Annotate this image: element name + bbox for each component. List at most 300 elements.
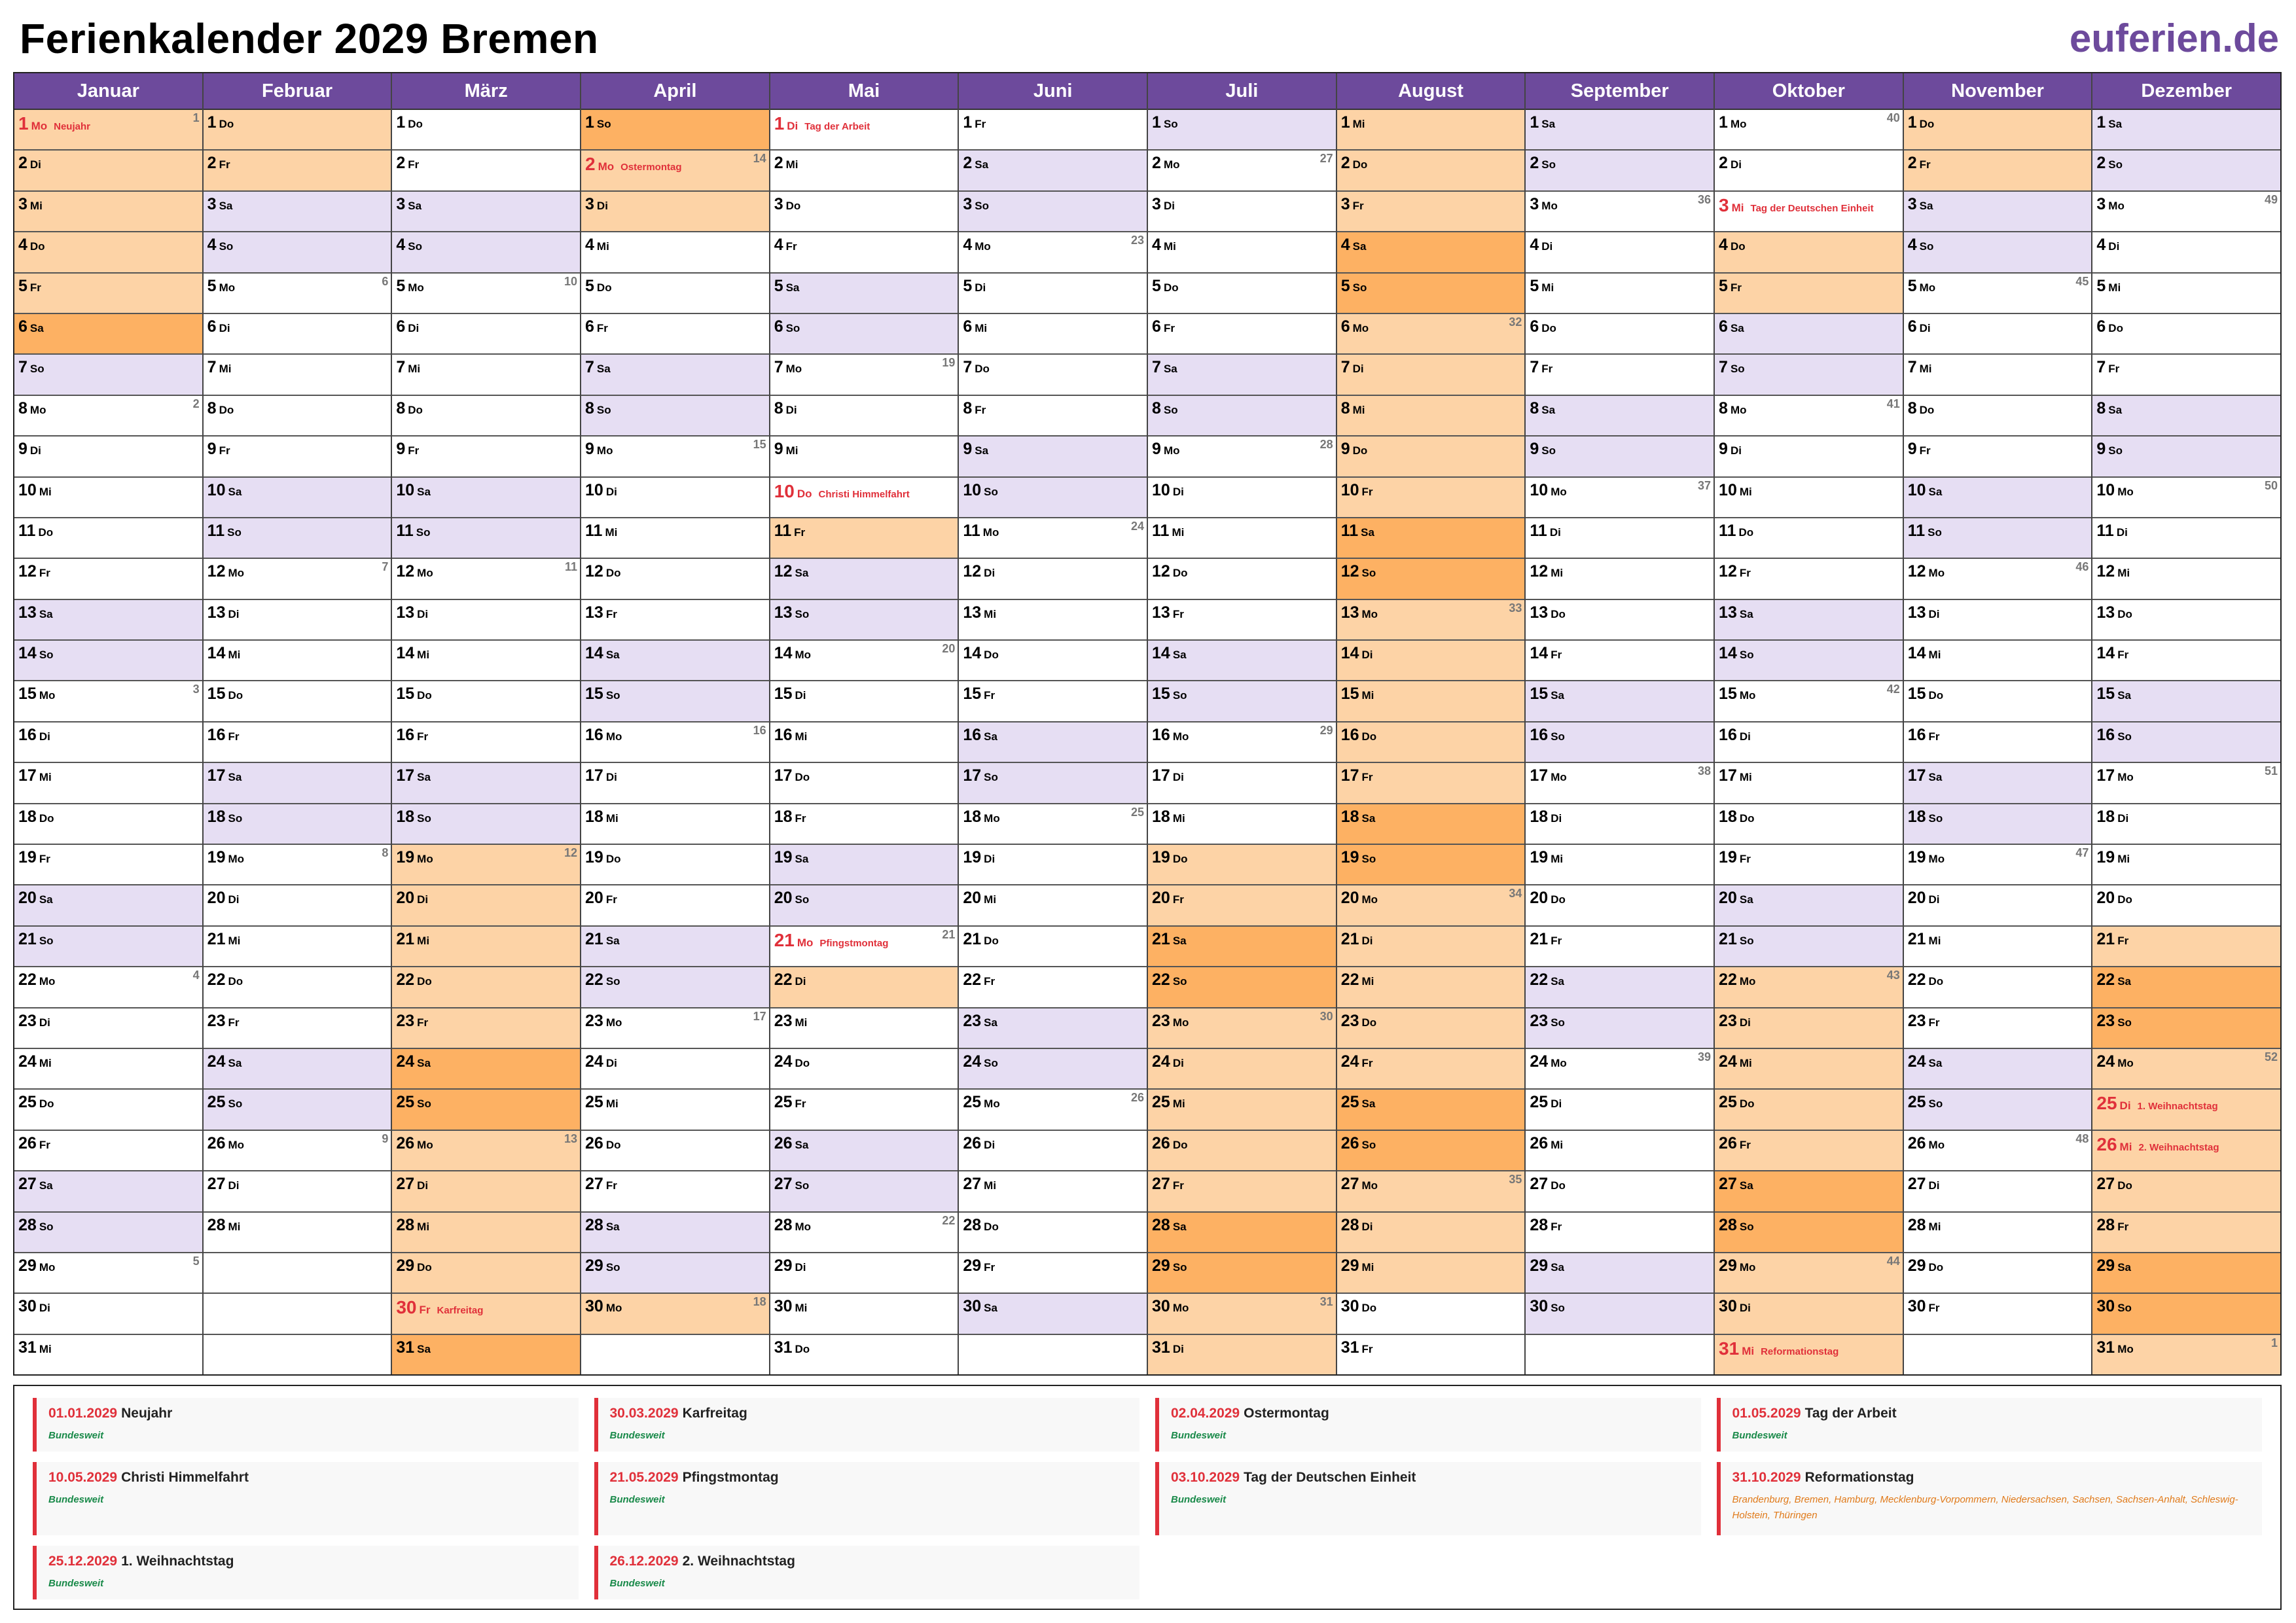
day-cell[interactable]: [959, 1049, 1147, 1090]
day-cell[interactable]: [1337, 1253, 1525, 1294]
day-cell[interactable]: [1526, 1049, 1713, 1090]
day-cell[interactable]: [1337, 1131, 1525, 1171]
day-cell[interactable]: [1715, 355, 1903, 395]
day-cell[interactable]: [1337, 1090, 1525, 1130]
day-cell[interactable]: [581, 1049, 769, 1090]
day-cell[interactable]: [1148, 1008, 1336, 1049]
day-cell[interactable]: [1715, 804, 1903, 845]
day-cell[interactable]: [1148, 1171, 1336, 1212]
day-cell[interactable]: [204, 437, 391, 477]
day-cell[interactable]: [1904, 314, 2092, 355]
day-cell[interactable]: [581, 722, 769, 763]
day-cell[interactable]: [1337, 559, 1525, 599]
day-cell[interactable]: [1904, 110, 2092, 151]
day-cell[interactable]: [1148, 1090, 1336, 1130]
day-cell[interactable]: [770, 1335, 958, 1374]
day-cell[interactable]: [1148, 478, 1336, 518]
day-cell[interactable]: [1715, 518, 1903, 559]
day-cell[interactable]: [392, 110, 580, 151]
day-cell[interactable]: [1715, 151, 1903, 191]
day-cell[interactable]: [1148, 641, 1336, 681]
day-cell[interactable]: [1904, 1008, 2092, 1049]
day-cell[interactable]: [1526, 559, 1713, 599]
day-cell[interactable]: [959, 1171, 1147, 1212]
day-cell[interactable]: [770, 478, 958, 518]
day-cell[interactable]: [1526, 885, 1713, 926]
day-cell[interactable]: [1715, 1335, 1903, 1374]
day-cell[interactable]: [1715, 232, 1903, 273]
day-cell[interactable]: [2092, 518, 2280, 559]
day-cell[interactable]: [14, 845, 202, 885]
day-cell[interactable]: [959, 600, 1147, 641]
day-cell[interactable]: [1148, 600, 1336, 641]
day-cell[interactable]: [959, 396, 1147, 437]
day-cell[interactable]: [1526, 1253, 1713, 1294]
day-cell[interactable]: [2092, 478, 2280, 518]
day-cell[interactable]: [2092, 437, 2280, 477]
day-cell[interactable]: [204, 151, 391, 191]
day-cell[interactable]: [1715, 559, 1903, 599]
day-cell[interactable]: [392, 641, 580, 681]
day-cell[interactable]: [1148, 804, 1336, 845]
day-cell[interactable]: [770, 600, 958, 641]
day-cell[interactable]: [1715, 967, 1903, 1008]
day-cell[interactable]: [1337, 1171, 1525, 1212]
day-cell[interactable]: [1526, 314, 1713, 355]
day-cell[interactable]: [1337, 232, 1525, 273]
day-cell[interactable]: [1715, 1090, 1903, 1130]
day-cell[interactable]: [1148, 885, 1336, 926]
day-cell[interactable]: [959, 804, 1147, 845]
day-cell[interactable]: [204, 518, 391, 559]
day-cell[interactable]: [1526, 1213, 1713, 1253]
day-cell[interactable]: [392, 437, 580, 477]
day-cell[interactable]: [1715, 600, 1903, 641]
day-cell[interactable]: [1337, 1213, 1525, 1253]
day-cell[interactable]: [959, 927, 1147, 967]
day-cell[interactable]: [1337, 804, 1525, 845]
day-cell[interactable]: [204, 110, 391, 151]
day-cell[interactable]: [581, 1171, 769, 1212]
day-cell[interactable]: [770, 804, 958, 845]
day-cell[interactable]: [14, 274, 202, 314]
day-cell[interactable]: [1526, 967, 1713, 1008]
day-cell[interactable]: [392, 1171, 580, 1212]
day-cell[interactable]: [581, 763, 769, 804]
day-cell[interactable]: [1337, 681, 1525, 722]
day-cell[interactable]: [1337, 1335, 1525, 1374]
day-cell[interactable]: [1148, 1213, 1336, 1253]
day-cell[interactable]: [204, 232, 391, 273]
day-cell[interactable]: [1715, 1131, 1903, 1171]
day-cell[interactable]: [204, 192, 391, 232]
day-cell[interactable]: [1148, 559, 1336, 599]
day-cell[interactable]: [1526, 641, 1713, 681]
day-cell[interactable]: [392, 314, 580, 355]
day-cell[interactable]: [2092, 722, 2280, 763]
day-cell[interactable]: [1337, 1049, 1525, 1090]
day-cell[interactable]: [2092, 1253, 2280, 1294]
day-cell[interactable]: [1526, 845, 1713, 885]
day-cell[interactable]: [1904, 885, 2092, 926]
day-cell[interactable]: [1715, 722, 1903, 763]
day-cell[interactable]: [1715, 1171, 1903, 1212]
day-cell[interactable]: [1148, 1049, 1336, 1090]
day-cell[interactable]: [1904, 1049, 2092, 1090]
day-cell[interactable]: [204, 927, 391, 967]
day-cell[interactable]: [1337, 885, 1525, 926]
day-cell[interactable]: [959, 1253, 1147, 1294]
day-cell[interactable]: [959, 274, 1147, 314]
day-cell[interactable]: [770, 232, 958, 273]
day-cell[interactable]: [2092, 1131, 2280, 1171]
day-cell[interactable]: [581, 274, 769, 314]
day-cell[interactable]: [392, 396, 580, 437]
day-cell[interactable]: [959, 192, 1147, 232]
day-cell[interactable]: [392, 804, 580, 845]
day-cell[interactable]: [14, 1294, 202, 1334]
day-cell[interactable]: [1904, 151, 2092, 191]
day-cell[interactable]: [581, 1253, 769, 1294]
day-cell[interactable]: [14, 559, 202, 599]
day-cell[interactable]: [1148, 518, 1336, 559]
day-cell[interactable]: [14, 437, 202, 477]
day-cell[interactable]: [770, 192, 958, 232]
day-cell[interactable]: [1526, 1008, 1713, 1049]
day-cell[interactable]: [2092, 681, 2280, 722]
day-cell[interactable]: [770, 1131, 958, 1171]
day-cell[interactable]: [14, 804, 202, 845]
day-cell[interactable]: [581, 355, 769, 395]
day-cell[interactable]: [14, 1049, 202, 1090]
brand-logo[interactable]: euferien.de: [2069, 16, 2279, 60]
day-cell[interactable]: [1337, 722, 1525, 763]
day-cell[interactable]: [2092, 274, 2280, 314]
day-cell[interactable]: [581, 1213, 769, 1253]
day-cell[interactable]: [1904, 232, 2092, 273]
day-cell[interactable]: [1526, 681, 1713, 722]
day-cell[interactable]: [959, 232, 1147, 273]
day-cell[interactable]: [1337, 1294, 1525, 1334]
day-cell[interactable]: [1526, 1090, 1713, 1130]
day-cell[interactable]: [959, 151, 1147, 191]
day-cell[interactable]: [14, 1090, 202, 1130]
day-cell[interactable]: [1904, 396, 2092, 437]
day-cell[interactable]: [1715, 1294, 1903, 1334]
day-cell[interactable]: [1526, 722, 1713, 763]
day-cell[interactable]: [1904, 845, 2092, 885]
day-cell[interactable]: [1904, 1294, 2092, 1334]
day-cell[interactable]: [1337, 641, 1525, 681]
day-cell[interactable]: [1526, 355, 1713, 395]
day-cell[interactable]: [204, 314, 391, 355]
day-cell[interactable]: [2092, 600, 2280, 641]
day-cell[interactable]: [2092, 396, 2280, 437]
day-cell[interactable]: [959, 437, 1147, 477]
day-cell[interactable]: [581, 600, 769, 641]
day-cell[interactable]: [581, 518, 769, 559]
day-cell[interactable]: [204, 559, 391, 599]
day-cell[interactable]: [14, 314, 202, 355]
day-cell[interactable]: [392, 967, 580, 1008]
day-cell[interactable]: [1337, 478, 1525, 518]
day-cell[interactable]: [581, 845, 769, 885]
day-cell[interactable]: [1715, 845, 1903, 885]
day-cell[interactable]: [581, 314, 769, 355]
day-cell[interactable]: [1715, 274, 1903, 314]
day-cell[interactable]: [1715, 927, 1903, 967]
day-cell[interactable]: [204, 1171, 391, 1212]
day-cell[interactable]: [2092, 232, 2280, 273]
day-cell[interactable]: [1904, 1131, 2092, 1171]
day-cell[interactable]: [959, 722, 1147, 763]
day-cell[interactable]: [204, 681, 391, 722]
day-cell[interactable]: [1904, 518, 2092, 559]
day-cell[interactable]: [1148, 681, 1336, 722]
day-cell[interactable]: [204, 1008, 391, 1049]
day-cell[interactable]: [2092, 641, 2280, 681]
day-cell[interactable]: [1715, 314, 1903, 355]
day-cell[interactable]: [2092, 110, 2280, 151]
day-cell[interactable]: [959, 681, 1147, 722]
day-cell[interactable]: [770, 1090, 958, 1130]
day-cell[interactable]: [1526, 274, 1713, 314]
day-cell[interactable]: [770, 274, 958, 314]
day-cell[interactable]: [392, 559, 580, 599]
day-cell[interactable]: [1526, 804, 1713, 845]
day-cell[interactable]: [14, 641, 202, 681]
day-cell[interactable]: [14, 1171, 202, 1212]
day-cell[interactable]: [581, 559, 769, 599]
day-cell[interactable]: [14, 478, 202, 518]
day-cell[interactable]: [204, 478, 391, 518]
day-cell[interactable]: [770, 559, 958, 599]
day-cell[interactable]: [392, 478, 580, 518]
day-cell[interactable]: [959, 641, 1147, 681]
day-cell[interactable]: [1715, 885, 1903, 926]
day-cell[interactable]: [2092, 1049, 2280, 1090]
day-cell[interactable]: [2092, 885, 2280, 926]
day-cell[interactable]: [1148, 110, 1336, 151]
day-cell[interactable]: [204, 1049, 391, 1090]
day-cell[interactable]: [1904, 967, 2092, 1008]
day-cell[interactable]: [959, 1294, 1147, 1334]
day-cell[interactable]: [1148, 927, 1336, 967]
day-cell[interactable]: [1904, 641, 2092, 681]
day-cell[interactable]: [959, 314, 1147, 355]
day-cell[interactable]: [1904, 437, 2092, 477]
day-cell[interactable]: [14, 1335, 202, 1374]
day-cell[interactable]: [204, 885, 391, 926]
day-cell[interactable]: [1148, 1131, 1336, 1171]
day-cell[interactable]: [1148, 763, 1336, 804]
day-cell[interactable]: [14, 232, 202, 273]
day-cell[interactable]: [14, 1008, 202, 1049]
day-cell[interactable]: [392, 1253, 580, 1294]
day-cell[interactable]: [1715, 1213, 1903, 1253]
day-cell[interactable]: [2092, 192, 2280, 232]
day-cell[interactable]: [1337, 927, 1525, 967]
day-cell[interactable]: [770, 396, 958, 437]
day-cell[interactable]: [1715, 437, 1903, 477]
day-cell[interactable]: [1526, 396, 1713, 437]
day-cell[interactable]: [14, 763, 202, 804]
day-cell[interactable]: [1148, 151, 1336, 191]
day-cell[interactable]: [392, 885, 580, 926]
day-cell[interactable]: [1337, 151, 1525, 191]
day-cell[interactable]: [14, 110, 202, 151]
day-cell[interactable]: [2092, 1090, 2280, 1130]
day-cell[interactable]: [1526, 763, 1713, 804]
day-cell[interactable]: [1337, 437, 1525, 477]
day-cell[interactable]: [2092, 845, 2280, 885]
day-cell[interactable]: [1526, 110, 1713, 151]
day-cell[interactable]: [14, 151, 202, 191]
day-cell[interactable]: [959, 110, 1147, 151]
day-cell[interactable]: [1715, 1049, 1903, 1090]
day-cell[interactable]: [392, 1008, 580, 1049]
day-cell[interactable]: [204, 1213, 391, 1253]
day-cell[interactable]: [204, 722, 391, 763]
day-cell[interactable]: [770, 437, 958, 477]
day-cell[interactable]: [1715, 1253, 1903, 1294]
day-cell[interactable]: [392, 1335, 580, 1374]
day-cell[interactable]: [1148, 274, 1336, 314]
day-cell[interactable]: [1526, 478, 1713, 518]
day-cell[interactable]: [1904, 1090, 2092, 1130]
day-cell[interactable]: [581, 437, 769, 477]
day-cell[interactable]: [770, 641, 958, 681]
day-cell[interactable]: [581, 804, 769, 845]
day-cell[interactable]: [2092, 1294, 2280, 1334]
day-cell[interactable]: [14, 192, 202, 232]
day-cell[interactable]: [1904, 274, 2092, 314]
day-cell[interactable]: [770, 967, 958, 1008]
day-cell[interactable]: [14, 885, 202, 926]
day-cell[interactable]: [1904, 478, 2092, 518]
day-cell[interactable]: [2092, 314, 2280, 355]
day-cell[interactable]: [1148, 396, 1336, 437]
day-cell[interactable]: [1904, 681, 2092, 722]
day-cell[interactable]: [14, 722, 202, 763]
day-cell[interactable]: [581, 967, 769, 1008]
day-cell[interactable]: [1904, 355, 2092, 395]
day-cell[interactable]: [959, 1131, 1147, 1171]
day-cell[interactable]: [1526, 600, 1713, 641]
day-cell[interactable]: [770, 1049, 958, 1090]
day-cell[interactable]: [1526, 232, 1713, 273]
day-cell[interactable]: [14, 600, 202, 641]
day-cell[interactable]: [1715, 110, 1903, 151]
day-cell[interactable]: [1148, 232, 1336, 273]
day-cell[interactable]: [1148, 437, 1336, 477]
day-cell[interactable]: [581, 1008, 769, 1049]
day-cell[interactable]: [1526, 192, 1713, 232]
day-cell[interactable]: [770, 885, 958, 926]
day-cell[interactable]: [1337, 110, 1525, 151]
day-cell[interactable]: [959, 559, 1147, 599]
day-cell[interactable]: [770, 845, 958, 885]
day-cell[interactable]: [392, 1213, 580, 1253]
day-cell[interactable]: [1526, 1171, 1713, 1212]
day-cell[interactable]: [14, 967, 202, 1008]
day-cell[interactable]: [392, 722, 580, 763]
day-cell[interactable]: [1904, 600, 2092, 641]
day-cell[interactable]: [204, 274, 391, 314]
day-cell[interactable]: [581, 1294, 769, 1334]
day-cell[interactable]: [204, 600, 391, 641]
day-cell[interactable]: [1904, 1171, 2092, 1212]
day-cell[interactable]: [392, 151, 580, 191]
day-cell[interactable]: [14, 1213, 202, 1253]
day-cell[interactable]: [1148, 1335, 1336, 1374]
day-cell[interactable]: [1904, 192, 2092, 232]
day-cell[interactable]: [581, 1131, 769, 1171]
day-cell[interactable]: [1337, 274, 1525, 314]
day-cell[interactable]: [392, 192, 580, 232]
day-cell[interactable]: [2092, 1335, 2280, 1374]
day-cell[interactable]: [2092, 967, 2280, 1008]
day-cell[interactable]: [2092, 559, 2280, 599]
day-cell[interactable]: [1715, 192, 1903, 232]
day-cell[interactable]: [581, 192, 769, 232]
day-cell[interactable]: [204, 355, 391, 395]
day-cell[interactable]: [204, 1131, 391, 1171]
day-cell[interactable]: [14, 1131, 202, 1171]
day-cell[interactable]: [2092, 151, 2280, 191]
day-cell[interactable]: [204, 763, 391, 804]
day-cell[interactable]: [581, 885, 769, 926]
day-cell[interactable]: [1715, 396, 1903, 437]
day-cell[interactable]: [770, 151, 958, 191]
day-cell[interactable]: [1715, 478, 1903, 518]
day-cell[interactable]: [392, 1294, 580, 1334]
day-cell[interactable]: [770, 1294, 958, 1334]
day-cell[interactable]: [1148, 192, 1336, 232]
day-cell[interactable]: [1715, 681, 1903, 722]
day-cell[interactable]: [1715, 641, 1903, 681]
day-cell[interactable]: [392, 927, 580, 967]
day-cell[interactable]: [2092, 927, 2280, 967]
day-cell[interactable]: [770, 518, 958, 559]
day-cell[interactable]: [1904, 1213, 2092, 1253]
day-cell[interactable]: [770, 763, 958, 804]
day-cell[interactable]: [1526, 437, 1713, 477]
day-cell[interactable]: [1715, 1008, 1903, 1049]
day-cell[interactable]: [2092, 1213, 2280, 1253]
day-cell[interactable]: [1337, 1008, 1525, 1049]
day-cell[interactable]: [392, 1090, 580, 1130]
day-cell[interactable]: [204, 845, 391, 885]
day-cell[interactable]: [2092, 1171, 2280, 1212]
day-cell[interactable]: [770, 722, 958, 763]
day-cell[interactable]: [14, 396, 202, 437]
day-cell[interactable]: [392, 1049, 580, 1090]
day-cell[interactable]: [1526, 927, 1713, 967]
day-cell[interactable]: [581, 396, 769, 437]
day-cell[interactable]: [1337, 192, 1525, 232]
day-cell[interactable]: [581, 110, 769, 151]
day-cell[interactable]: [14, 518, 202, 559]
day-cell[interactable]: [1526, 1294, 1713, 1334]
day-cell[interactable]: [959, 845, 1147, 885]
day-cell[interactable]: [959, 763, 1147, 804]
day-cell[interactable]: [959, 885, 1147, 926]
day-cell[interactable]: [1904, 722, 2092, 763]
day-cell[interactable]: [581, 478, 769, 518]
day-cell[interactable]: [204, 396, 391, 437]
day-cell[interactable]: [1904, 804, 2092, 845]
